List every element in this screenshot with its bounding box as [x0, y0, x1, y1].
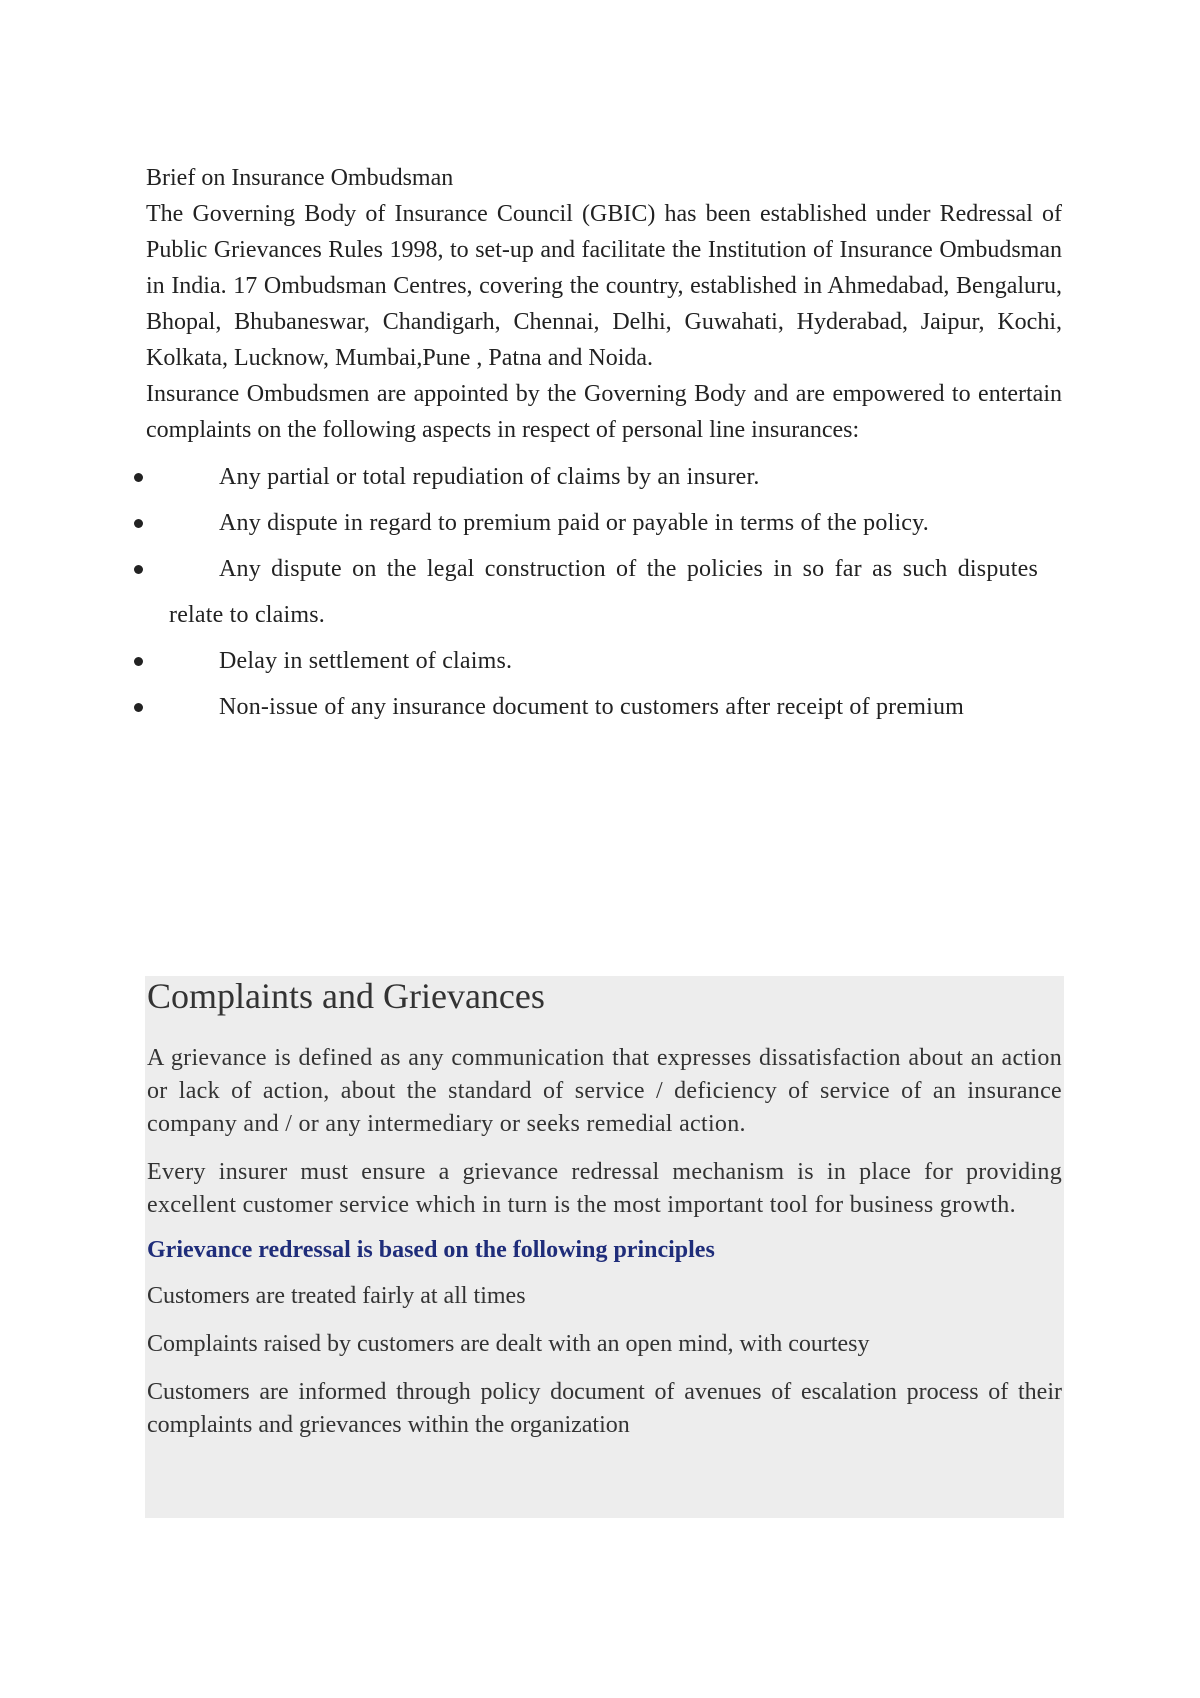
principle-item: Customers are informed through policy document of avenues of escalation process of their complaints and grievances within the organization — [147, 1379, 1062, 1438]
list-item-text: Any dispute on the legal construction of the policies in so far as such disputes relate to claims. — [169, 556, 1038, 628]
list-item-text: Any partial or total repudiation of claims by an insurer. — [219, 464, 760, 490]
ombudsman-powers-paragraph: Insurance Ombudsmen are appointed by the Governing Body and are empowered to entertain complaints on the following aspects in respect of personal line insurances: — [146, 381, 1062, 443]
bullet-icon — [134, 519, 143, 528]
complaints-grievances-box — [145, 976, 1064, 1518]
complaint-aspects-list — [146, 454, 1038, 730]
section-title: Brief on Insurance Ombudsman — [146, 165, 454, 191]
ombudsman-section — [146, 160, 1062, 730]
list-item — [146, 454, 1038, 500]
list-item — [146, 684, 1038, 730]
bullet-icon — [134, 703, 143, 712]
intro-paragraph: The Governing Body of Insurance Council (GBIC) has been established under Redressal of Public Grievances Rules 1998, to set-up and facilitate the Institution of Insurance Ombudsman in India. 17 Ombudsman Centres, covering the country, established in Ahmedabad, Bengaluru, Bhopal, Bhubaneswar, Chandigarh, Chennai, Delhi, Guwahati, Hyderabad, Jaipur, Kochi, Kolkata, Lucknow, Mumbai,Pune , Patna and Noida. — [146, 201, 1062, 371]
list-item-text: Non-issue of any insurance document to customers after receipt of premium — [219, 694, 965, 720]
list-item-text: Any dispute in regard to premium paid or payable in terms of the policy. — [219, 510, 930, 536]
list-item — [146, 500, 1038, 546]
list-item — [146, 638, 1038, 684]
redressal-mechanism-paragraph: Every insurer must ensure a grievance redressal mechanism is in place for providing excellent customer service which in turn is the most important tool for business growth. — [147, 1159, 1062, 1218]
bullet-icon — [134, 657, 143, 666]
box-title: Complaints and Grievances — [147, 976, 545, 1016]
grievance-definition-paragraph: A grievance is defined as any communication that expresses dissatisfaction about an action or lack of action, about the standard of service / deficiency of service of an insurance company and / or any intermediary or seeks remedial action. — [147, 1045, 1062, 1137]
principles-heading: Grievance redressal is based on the following principles — [147, 1237, 715, 1263]
list-item — [146, 546, 1038, 638]
bullet-icon — [134, 473, 143, 482]
bullet-icon — [134, 565, 143, 574]
principle-item: Complaints raised by customers are dealt with an open mind, with courtesy — [147, 1331, 870, 1357]
principle-item: Customers are treated fairly at all times — [147, 1283, 526, 1309]
list-item-text: Delay in settlement of claims. — [219, 648, 513, 674]
